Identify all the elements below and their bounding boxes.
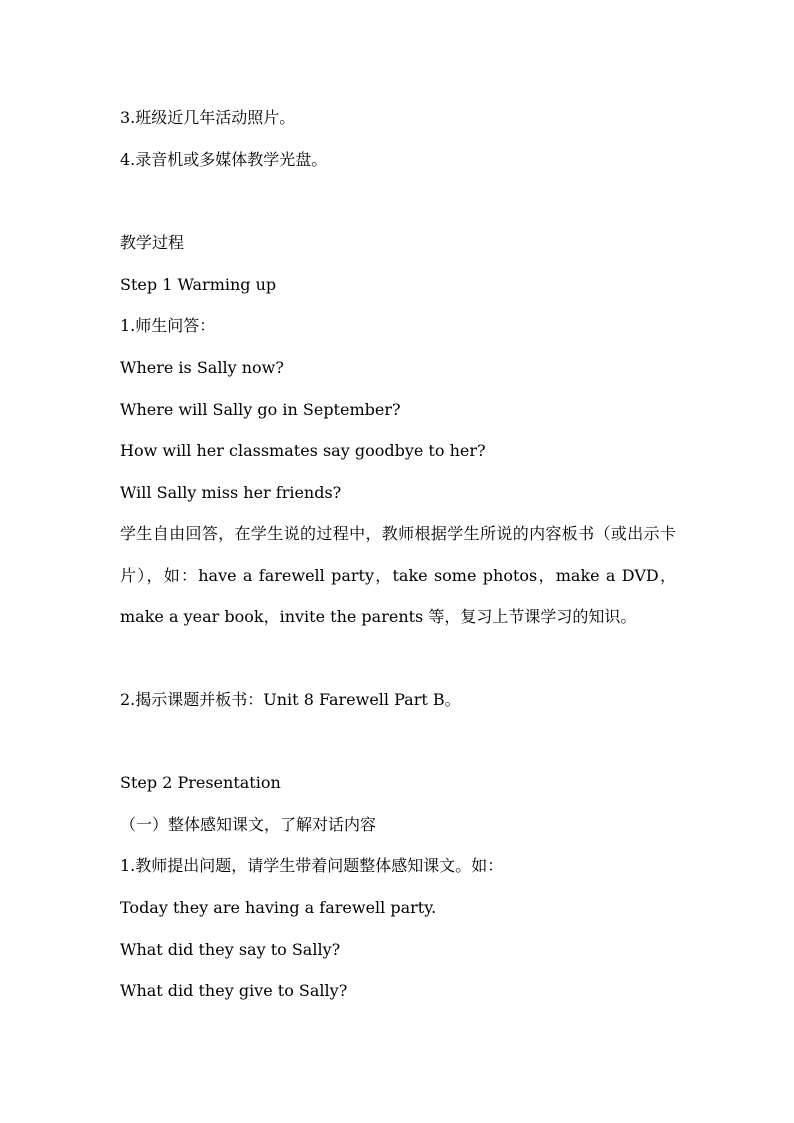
step2-title: Step 2 Presentation <box>120 773 281 792</box>
step2-question: What did they give to Sally? <box>120 981 348 1000</box>
step1-question: Will Sally miss her friends? <box>120 483 342 502</box>
step1-question: Where will Sally go in September? <box>120 400 401 419</box>
step1-question-intro: 1.师生问答： <box>120 316 216 335</box>
step1-question: How will her classmates say goodbye to her? <box>120 441 486 460</box>
step2-subheading: （一）整体感知课文，了解对话内容 <box>120 815 377 834</box>
step2-question: Today they are having a farewell party. <box>120 898 437 917</box>
step2-question: What did they say to Sally? <box>120 940 341 959</box>
section-heading: 教学过程 <box>120 233 185 252</box>
step2-item-1: 1.教师提出问题，请学生带着问题整体感知课文。如： <box>120 856 504 875</box>
step1-item-2: 2.揭示课题并板书：Unit 8 Farewell Part B。 <box>120 690 461 709</box>
step1-question: Where is Sally now? <box>120 358 284 377</box>
step1-title: Step 1 Warming up <box>120 275 277 294</box>
step1-paragraph: 学生自由回答，在学生说的过程中，教师根据学生所说的内容板书（或出示卡片），如：have a farewell party，take some photos，make a DVD，make a year book，invite the parents 等，复习上节课学习的知识。 <box>120 524 676 626</box>
material-item-3: 3.班级近几年活动照片。 <box>120 108 296 127</box>
material-item-4: 4.录音机或多媒体教学光盘。 <box>120 150 328 169</box>
